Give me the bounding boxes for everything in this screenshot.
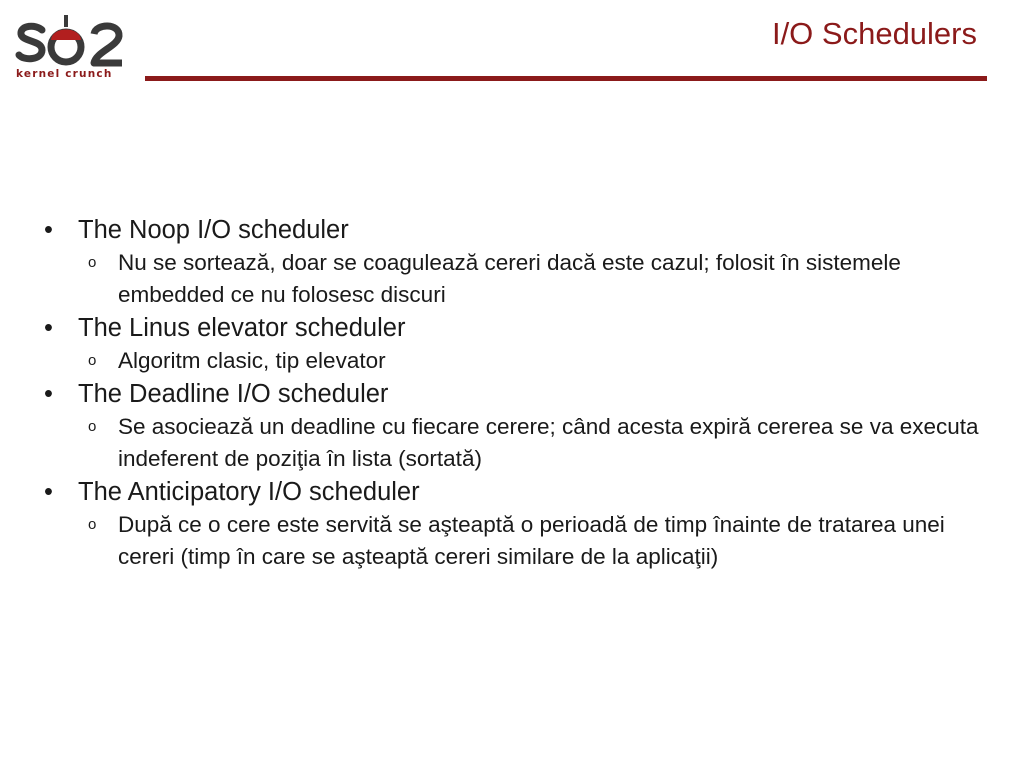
sub-bullet-circle: o: [88, 516, 97, 533]
bullet-item: [40, 476, 1000, 509]
bullet-text: The Linus elevator scheduler: [78, 314, 406, 342]
bullet-item: [40, 378, 1000, 411]
slide-content: [40, 214, 1000, 574]
bullet-item: [40, 214, 1000, 247]
sub-bullet-text: După ce o cere este servită se aşteaptă o perioadă de timp înainte de tratarea unei cereri (timp în care se aşteaptă cereri similare de la aplicaţii): [118, 512, 945, 569]
bullet-dot: •: [44, 380, 53, 408]
bullet-dot: •: [44, 314, 53, 342]
bullet-item: [40, 312, 1000, 345]
bullet-text: The Noop I/O scheduler: [78, 216, 349, 244]
sub-bullet-circle: o: [88, 352, 97, 369]
bullet-text: The Anticipatory I/O scheduler: [78, 478, 420, 506]
sub-bullet-text: Algoritm clasic, tip elevator: [118, 348, 386, 373]
sub-bullet-text: Nu se sortează, doar se coagulează cereri dacă este cazul; folosit în sistemele embedded ce nu folosesc discuri: [118, 250, 901, 307]
logo: [12, 10, 132, 84]
bullet-dot: •: [44, 478, 53, 506]
sub-bullet-item: [40, 411, 1000, 475]
logo-tagline: kernel crunch: [16, 68, 113, 80]
sub-bullet-item: [40, 247, 1000, 311]
bullet-dot: •: [44, 216, 53, 244]
sub-bullet-item: [40, 509, 1000, 573]
bullet-text: The Deadline I/O scheduler: [78, 380, 389, 408]
so2-logo-mark: [12, 10, 132, 68]
sub-bullet-circle: o: [88, 254, 97, 271]
sub-bullet-item: [40, 345, 1000, 377]
title-underline: [145, 76, 987, 81]
sub-bullet-text: Se asociează un deadline cu fiecare cerere; când acesta expiră cererea se va executa indeferent de poziţia în lista (sortată): [118, 414, 979, 471]
page-title: I/O Schedulers: [771, 16, 977, 51]
sub-bullet-circle: o: [88, 418, 97, 435]
